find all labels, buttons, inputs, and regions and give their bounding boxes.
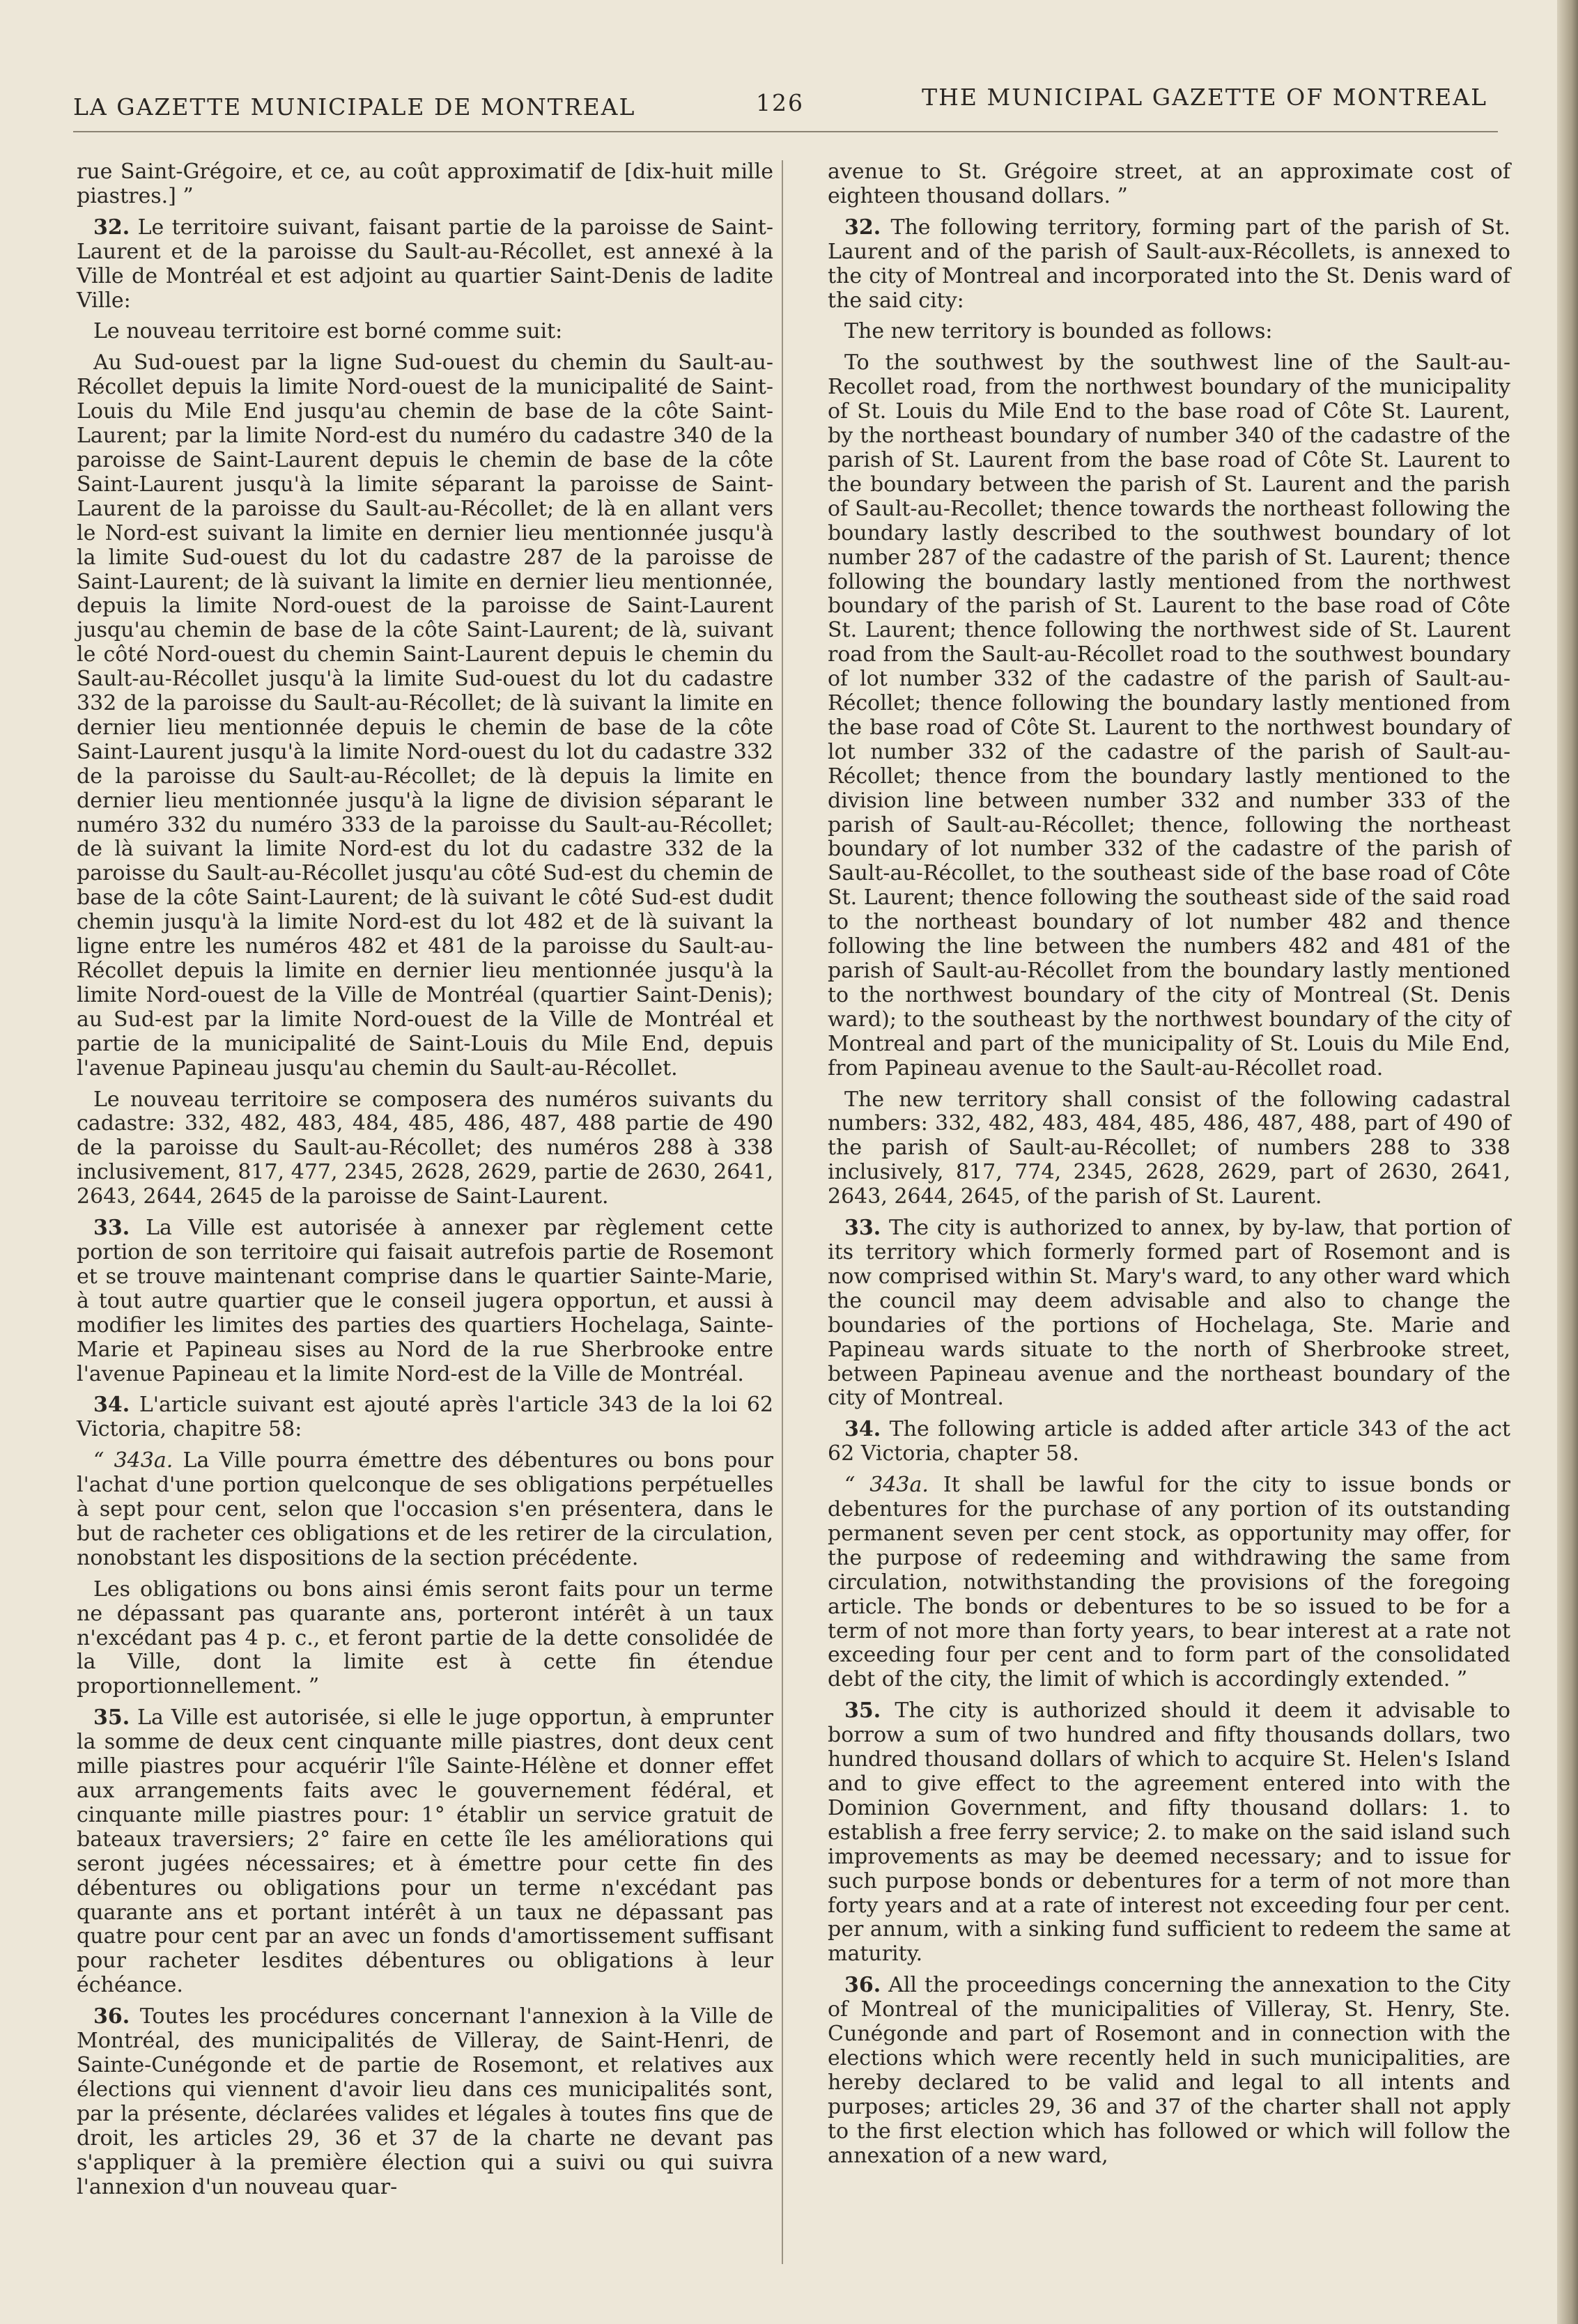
english-paragraph <box>828 1216 1510 1411</box>
article-number: “ 343a. <box>93 1448 173 1473</box>
page-edge-shadow <box>1557 0 1578 2324</box>
english-paragraph <box>828 1473 1510 1692</box>
english-paragraph <box>828 160 1510 209</box>
paragraph-text: L'article suivant est ajouté après l'article 343 de la loi 62 Victoria, chapitre 58: <box>77 1393 773 1442</box>
french-paragraph <box>77 2005 773 2199</box>
french-paragraph <box>77 1449 773 1571</box>
paragraph-text: La Ville est autorisée à annexer par règlement cette portion de son territoire qui faisait autrefois partie de Rosemont et se trouve maintenant comprise dans le quartier Sainte-Marie, à tout autre quartier que le conseil jugera opportun, et aussi à modifier les limites des parties des quartiers Hochelaga, Sainte-Marie et Papineau sises au Nord de la rue Sherbrooke entre l'avenue Papineau et la limite Nord-est de la Ville de Montréal. <box>77 1216 773 1386</box>
paragraph-text: avenue to St. Grégoire street, at an approximate cost of eighteen thousand dollars. ” <box>828 160 1510 208</box>
english-paragraph <box>828 1418 1510 1466</box>
english-paragraph <box>828 1699 1510 1967</box>
paragraph-text: The city is authorized should it deem it advisable to borrow a sum of two hundred and fifty thousands dollars, two hundred thousand dollars of which to acquire St. Helen's Island and to give effect to the agreement entered into with the Dominion Government, and fifty thousand dollars: 1. to establish a free ferry service; 2. to make on the said island such improvements as may be deemed necessary; and to issue for such purpose bonds or debentures for a term of not more than forty years and at a rate of interest not exceeding four per cent. per annum, with a sinking fund sufficient to redeem the same at maturity. <box>828 1698 1510 1967</box>
paragraph-text: The new territory shall consist of the following cadastral numbers: 332, 482, 483, 484, 485, 486, 487, 488, part of 490 of the parish of Sault-au-Récollet; of numbers 288 to 338 inclusively, 817, 774, 2345, 2628, 2629, part of 2630, 2641, 2643, 2644, 2645, of the parish of St. Laurent. <box>828 1087 1510 1209</box>
article-number: 35. <box>844 1698 881 1723</box>
article-number: 36. <box>93 2004 130 2029</box>
paragraph-text: All the proceedings concerning the annexation to the City of Montreal of the municipalities of Villeray, St. Henry, Ste. Cunégonde and part of Rosemont and in connection with the elections which were recently held in such municipalities, are hereby declared to be valid and legal to all intents and purposes; articles 29, 36 and 37 of the charter shall not apply to the first election which has followed or which will follow the annexation of a new ward, <box>828 1973 1511 2168</box>
paragraph-text: To the southwest by the southwest line of the Sault-au-Recollet road, from the northwest boundary of the municipality of St. Louis du Mile End to the base road of Côte St. Laurent, by the northeast boundary of number 340 of the cadastre of the parish of St. Laurent from the base road of Côte St. Laurent to the boundary between the parish of St. Laurent and the parish of Sault-au-Recollet; thence towards the northeast following the boundary lastly described to the southwest boundary of lot number 287 of the cadastre of the parish of St. Laurent; thence following the boundary lastly mentioned from the northwest boundary of the parish of St. Laurent to the base road of Côte St. Laurent; thence following the northwest side of St. Laurent road from the Sault-au-Récollet road to the southwest boundary of lot number 332 of the cadastre of the parish of Sault-au-Récollet; thence following the boundary lastly mentioned from the base road of Côte St. Laurent to the northwest boundary of lot number 332 of the cadastre of the parish of Sault-au-Récollet; thence from the boundary lastly mentioned to the division line between number 332 and number 333 of the parish of Sault-au-Récollet; thence, following the northeast boundary of lot number 332 of the cadastre of the parish of Sault-au-Récollet, to the southeast side of the base road of Côte St. Laurent; thence following the southeast side of the said road to the northeast boundary of lot number 482 and thence following the line between the numbers 482 and 481 of the parish of Sault-au-Récollet from the boundary lastly mentioned to the northwest boundary of the city of Montreal (St. Denis ward); to the southeast by the northwest boundary of the city of Montreal and part of the municipality of St. Louis du Mile End, from Papineau avenue to the Sault-au-Récollet road. <box>828 350 1510 1080</box>
article-number: 32. <box>93 215 130 240</box>
paragraph-text: Toutes les procédures concernant l'annexion à la Ville de Montréal, des municipalités de Villeray, de Saint-Henri, de Sainte-Cunégonde et de partie de Rosemont, et relatives aux élections qui viennent d'avoir lieu dans ces municipalités sont, par la présente, déclarées valides et légales à toutes fins que de droit, les articles 29, 36 et 37 de la charte ne devant pas s'appliquer à la première élection qui a suivi ou qui suivra l'annexion d'un nouveau quar- <box>77 2004 773 2199</box>
french-paragraph <box>77 320 773 344</box>
article-number: 34. <box>844 1417 881 1442</box>
article-number: “ 343a. <box>844 1473 929 1498</box>
english-paragraph <box>828 351 1510 1080</box>
paragraph-text: The following territory, forming part of the parish of St. Laurent and of the parish of Sault-aux-Récollets, is annexed to the city of Montreal and incorporated into the St. Denis ward of the said city: <box>828 215 1510 313</box>
french-paragraph <box>77 351 773 1080</box>
english-paragraph <box>828 320 1510 344</box>
english-paragraph <box>828 216 1510 313</box>
header-rule <box>73 131 1498 132</box>
paragraph-text: Le nouveau territoire se composera des numéros suivants du cadastre: 332, 482, 483, 484, 485, 486, 487, 488 partie de 490 de la paroisse du Sault-au-Récollet; des numéros 288 à 338 inclusivement, 817, 477, 2345, 2628, 2629, partie de 2630, 2641, 2643, 2644, 2645 de la paroisse de Saint-Laurent. <box>77 1087 773 1209</box>
french-paragraph <box>77 216 773 313</box>
paragraph-text: Les obligations ou bons ainsi émis seront faits pour un terme ne dépassant pas quarante ans, porteront intérêt à un taux n'excédant pas 4 p. c., et feront partie de la dette consolidée de la Ville, dont la limite est à cette fin étendue proportionnellement. ” <box>77 1577 773 1699</box>
article-number: 33. <box>844 1216 881 1241</box>
french-paragraph <box>77 1578 773 1700</box>
french-paragraph <box>77 1088 773 1210</box>
article-number: 35. <box>93 1705 130 1730</box>
paragraph-text: La Ville est autorisée, si elle le juge opportun, à emprunter la somme de deux cent cinquante mille piastres, dont deux cent mille piastres pour acquérir l'île Sainte-Hélène et donner effet aux arrangements faits avec le gouvernement fédéral, et cinquante mille piastres pour: 1° établir un service gratuit de bateaux traversiers; 2° faire en cette île les améliorations qui seront jugées nécessaires; et à émettre pour cette fin des débentures ou obligations pour un terme n'excédant pas quarante ans et portant intérêt à un taux ne dépassant pas quatre pour cent par an avec un fonds d'amortissement suffisant pour racheter lesdites débentures ou obligations à leur échéance. <box>77 1705 773 1998</box>
article-number: 36. <box>844 1973 881 1998</box>
page-number: 126 <box>756 89 804 116</box>
paragraph-text: It shall be lawful for the city to issue bonds or debentures for the purchase of any portion of its outstanding permanent seven per cent stock, as opportunity may offer, for the purpose of redeeming and withdrawing the same from circulation, notwithstanding the provisions of the foregoing article. The bonds or debentures to be so issued to be for a term of not more than forty years, to bear interest at a rate not exceeding four per cent and to form part of the consolidated debt of the city, the limit of which is accordingly extended. ” <box>828 1473 1510 1692</box>
french-paragraph <box>77 1216 773 1386</box>
paragraph-text: Le territoire suivant, faisant partie de la paroisse de Saint-Laurent et de la paroisse du Sault-au-Récollet, est annexé à la Ville de Montréal et est adjoint au quartier Saint-Denis de ladite Ville: <box>77 215 773 313</box>
header-english-title: THE MUNICIPAL GAZETTE OF MONTREAL <box>922 84 1487 111</box>
french-paragraph <box>77 160 773 209</box>
column-divider <box>782 160 783 2264</box>
header-french-title: LA GAZETTE MUNICIPALE DE MONTREAL <box>73 93 636 121</box>
french-paragraph <box>77 1393 773 1442</box>
paragraph-text: The new territory is bounded as follows: <box>844 319 1273 344</box>
paragraph-text: rue Saint-Grégoire, et ce, au coût approximatif de [dix-huit mille piastres.] ” <box>77 160 773 208</box>
english-paragraph <box>828 1088 1510 1210</box>
paragraph-text: Au Sud-ouest par la ligne Sud-ouest du chemin du Sault-au-Récollet depuis la limite Nord-ouest de la municipalité de Saint-Louis du Mile End jusqu'au chemin de base de la côte Saint-Laurent; par la limite Nord-est du numéro du cadastre 340 de la paroisse de Saint-Laurent depuis le chemin de base de la côte Saint-Laurent jusqu'à la limite séparant la paroisse de Saint-Laurent de la paroisse du Sault-au-Récollet; de là en allant vers le Nord-est suivant la limite en dernier lieu mentionnée jusqu'à la limite Sud-ouest du lot du cadastre 287 de la paroisse de Saint-Laurent; de là suivant la limite en dernier lieu mentionnée, depuis la limite Nord-ouest de la paroisse de Saint-Laurent jusqu'au chemin de base de la côte Saint-Laurent; de là, suivant le côté Nord-ouest du chemin Saint-Laurent depuis le chemin du Sault-au-Récollet jusqu'à la limite Sud-ouest du lot du cadastre 332 de la paroisse du Sault-au-Récollet; de là suivant la limite en dernier lieu mentionnée depuis le chemin de base de la côte Saint-Laurent jusqu'à la limite Nord-ouest du lot du cadastre 332 de la paroisse du Sault-au-Récollet; de là depuis la limite en dernier lieu mentionnée jusqu'à la ligne de division séparant le numéro 332 du numéro 333 de la paroisse du Sault-au-Récollet; de là suivant la limite Nord-est du lot du cadastre 332 de la paroisse du Sault-au-Récollet jusqu'au côté Sud-est du chemin de base de la côte Saint-Laurent; de là suivant le côté Sud-est dudit chemin jusqu'à la limite Nord-est du lot 482 et de là suivant la ligne entre les numéros 482 et 481 de la paroisse du Sault-au-Récollet depuis la limite en dernier lieu mentionnée jusqu'à la limite Nord-ouest de la Ville de Montréal (quartier Saint-Denis); au Sud-est par la limite Nord-ouest de la Ville de Montréal et partie de la municipalité de Saint-Louis du Mile End, depuis l'avenue Papineau jusqu'au chemin du Sault-au-Récollet. <box>77 350 773 1080</box>
english-paragraph <box>828 1974 1510 2168</box>
french-paragraph <box>77 1706 773 1998</box>
english-column <box>828 160 1510 2176</box>
paragraph-text: Le nouveau territoire est borné comme suit: <box>93 319 563 344</box>
article-number: 33. <box>93 1216 130 1241</box>
paragraph-text: The following article is added after article 343 of the act 62 Victoria, chapter 58. <box>828 1417 1510 1466</box>
paragraph-text: La Ville pourra émettre des débentures ou bons pour l'achat d'une portion quelconque de ses obligations perpétuelles à sept pour cent, selon que l'occasion s'en présentera, dans le but de racheter ces obligations et de les retirer de la circulation, nonobstant les dispositions de la section précédente. <box>77 1448 773 1570</box>
article-number: 32. <box>844 215 881 240</box>
paragraph-text: The city is authorized to annex, by by-law, that portion of its territory which formerly formed part of Rosemont and is now comprised within St. Mary's ward, to any other ward which the council may deem advisable and also to change the boundaries of the portions of Hochelaga, Ste. Marie and Papineau wards situate to the north of Sherbrooke street, between Papineau avenue and the northeast boundary of the city of Montreal. <box>828 1216 1510 1411</box>
article-number: 34. <box>93 1393 130 1418</box>
running-head <box>73 84 1487 125</box>
french-column <box>77 160 773 2206</box>
